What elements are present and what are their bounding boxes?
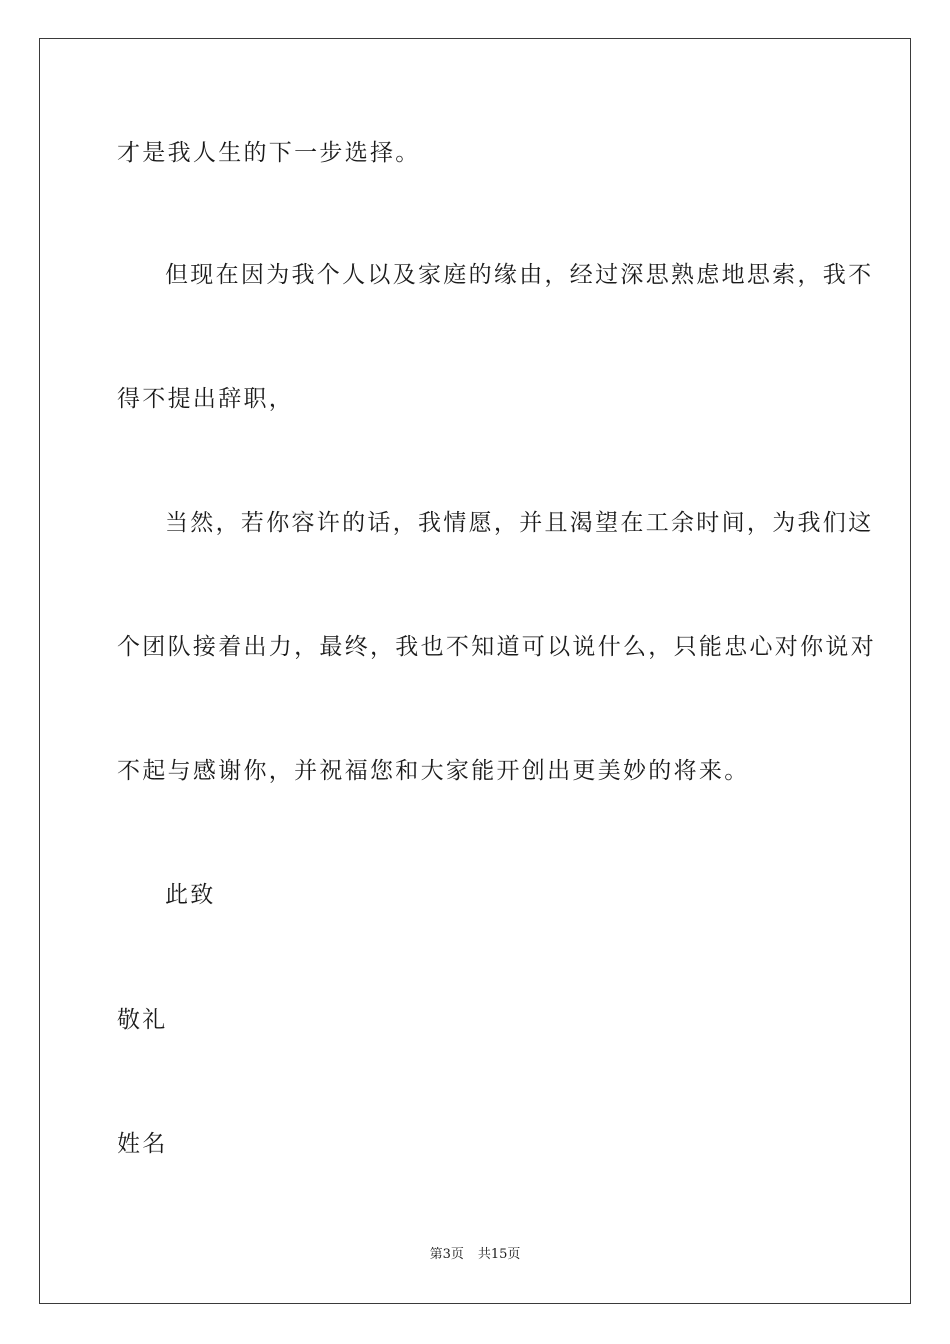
body-line-6: 不起与感谢你，并祝福您和大家能开创出更美妙的将来。: [117, 758, 750, 784]
page-number: 第3页: [429, 1247, 464, 1262]
closing-regards: 敬礼: [117, 1007, 168, 1033]
body-line-2: 但现在因为我个人以及家庭的缘由，经过深思熟虑地思索，我不: [165, 262, 874, 288]
body-line-3: 得不提出辞职，: [117, 386, 295, 412]
page-frame: [39, 38, 911, 1304]
signature-name: 姓名: [117, 1131, 168, 1157]
body-line-5: 个团队接着出力，最终，我也不知道可以说什么，只能忠心对你说对: [117, 634, 876, 660]
page-footer: [0, 1246, 950, 1264]
page-total: 共15页: [477, 1247, 521, 1262]
body-line-1: 才是我人生的下一步选择。: [117, 140, 421, 166]
closing-salutation: 此致: [165, 882, 216, 908]
body-line-4: 当然，若你容许的话，我情愿，并且渴望在工余时间，为我们这: [165, 510, 874, 536]
